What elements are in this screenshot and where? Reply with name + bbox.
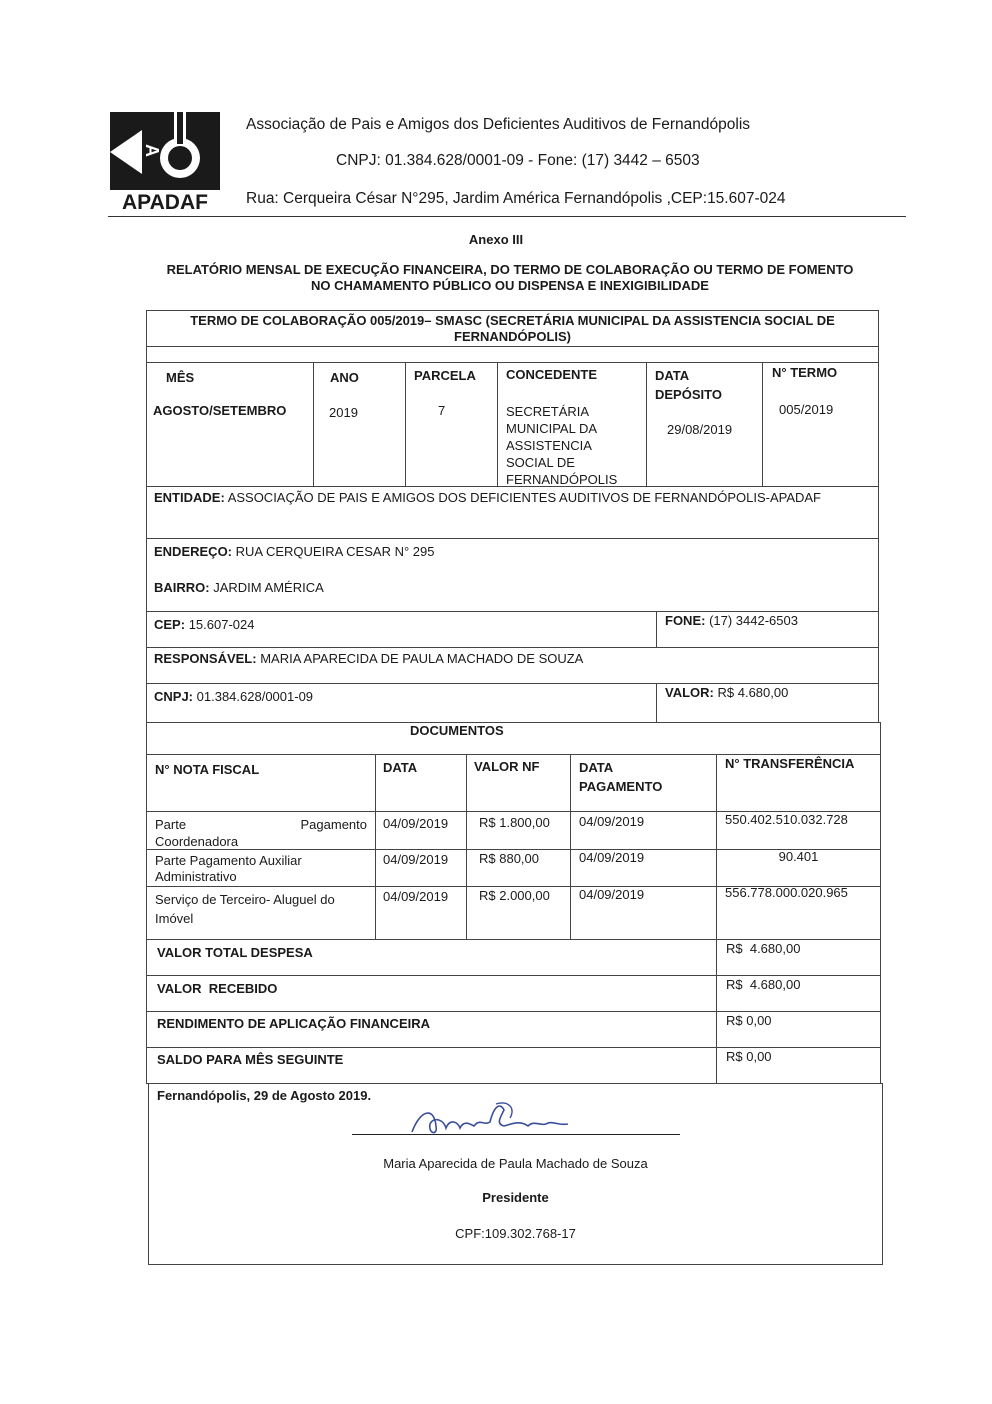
grantor-value: SECRETÁRIA MUNICIPAL DA ASSISTENCIA SOCIAL DE FERNANDÓPOLIS [506,404,618,487]
divider [716,754,717,940]
divider [405,362,406,486]
row-desc-suffix: Coordenadora [155,834,239,849]
yield-label: RENDIMENTO DE APLICAÇÃO FINANCEIRA [157,1016,431,1031]
row-pay-date: 04/09/2019 [579,814,645,829]
address-row [154,544,434,560]
divider [146,1011,881,1012]
entity-row [154,487,870,508]
svg-text:APADAF: APADAF [122,191,208,210]
responsible-value: MARIA APARECIDA DE PAULA MACHADO DE SOUZA [260,651,584,666]
divider [146,362,879,363]
row-pay-date: 04/09/2019 [579,850,645,865]
divider [656,611,657,647]
signer-name: Maria Aparecida de Paula Machado de Souza [383,1156,648,1171]
row-date: 04/09/2019 [383,889,449,904]
district-row [154,580,324,596]
payment-date-header: DATA PAGAMENTO [579,760,663,794]
divider [313,362,314,486]
entity-value: ASSOCIAÇÃO DE PAIS E AMIGOS DOS DEFICIENTES AUDITIVOS DE FERNANDÓPOLIS-APADAF [227,490,821,505]
divider [146,346,879,347]
svg-text:A: A [142,144,162,157]
divider [146,647,879,648]
term-no-value: 005/2019 [779,402,834,417]
phone-value: (17) 3442-6503 [709,613,798,628]
month-value: AGOSTO/SETEMBRO [153,403,287,418]
cep-label: CEP: [154,617,186,632]
divider [146,1047,881,1048]
row-desc: Serviço de Terceiro- Aluguel do Imóvel [155,892,335,926]
balance-value: R$ 0,00 [726,1049,772,1064]
grantor-header: CONCEDENTE [506,367,598,382]
documents-title: DOCUMENTOS [410,723,504,738]
table-row [155,817,367,833]
responsible-row [154,651,583,667]
handwritten-signature [400,1096,590,1142]
report-title: RELATÓRIO MENSAL DE EXECUÇÃO FINANCEIRA, DO TERMO DE COLABORAÇÃO OU TERMO DE FOMENTO NO CHAMAMENTO PÚBLICO OU DISPENSA E INEXIGIBILIDADE [166,262,854,293]
row-value: R$ 1.800,00 [479,815,550,830]
year-value: 2019 [329,405,358,420]
annex-title: Anexo III [468,232,524,247]
cnpj-row [154,689,313,705]
invoice-value-header: VALOR NF [474,759,540,774]
year-header: ANO [330,370,359,385]
deposit-date-header: DATA DEPÓSITO [655,368,722,402]
deposit-date-value: 29/08/2019 [667,422,733,437]
apadaf-logo [106,110,224,210]
divider [146,975,881,976]
district-label: BAIRRO: [154,580,210,595]
signature-line [352,1134,680,1135]
address-value: RUA CERQUEIRA CESAR N° 295 [235,544,435,559]
installment-header: PARCELA [414,368,476,383]
address-label: ENDEREÇO: [154,544,233,559]
amount-label: VALOR: [665,685,714,700]
invoice-no-header: N° NOTA FISCAL [155,762,260,777]
balance-label: SALDO PARA MÊS SEGUINTE [157,1052,344,1067]
header-divider [108,216,906,217]
row-date: 04/09/2019 [383,816,449,831]
divider [497,362,498,486]
installment-value: 7 [438,403,446,418]
row-desc-line: Parte Pagamento [155,817,367,832]
received-label: VALOR RECEBIDO [157,981,278,996]
row-transfer: 550.402.510.032.728 [725,812,848,827]
transfer-no-header: N° TRANSFERÊNCIA [725,756,855,771]
district-value: JARDIM AMÉRICA [213,580,324,595]
cnpj-label: CNPJ: [154,689,194,704]
signer-role: Presidente [482,1190,549,1205]
term-title: TERMO DE COLABORAÇÃO 005/2019– SMASC (SECRETÁRIA MUNICIPAL DA ASSISTENCIA SOCIAL DE FERNANDÓPOLIS) [190,313,835,344]
row-date: 04/09/2019 [383,852,449,867]
amount-value: R$ 4.680,00 [717,685,789,700]
row-pay-date: 04/09/2019 [579,887,645,902]
divider [146,683,879,684]
divider [570,754,571,940]
responsible-label: RESPONSÁVEL: [154,651,257,666]
divider [146,538,879,539]
received-value: R$ 4.680,00 [726,977,801,992]
cep-row [154,617,254,633]
divider [146,754,881,755]
org-address: Rua: Cerqueira César N°295, Jardim América Fernandópolis ,CEP:15.607-024 [246,190,786,207]
phone-label: FONE: [665,613,706,628]
row-transfer: 90.401 [778,849,819,864]
row-value: R$ 2.000,00 [479,888,550,903]
divider [656,683,657,723]
amount-row [665,685,788,701]
term-no-header: N° TERMO [772,365,838,380]
total-expense-value: R$ 4.680,00 [726,941,801,956]
month-header: MÊS [166,370,195,385]
place-date: Fernandópolis, 29 de Agosto 2019. [157,1088,372,1103]
org-cnpj-phone: CNPJ: 01.384.628/0001-09 - Fone: (17) 3442 – 6503 [336,152,700,169]
phone-row [665,613,798,629]
invoice-date-header: DATA [383,760,418,775]
divider [762,362,763,486]
divider [375,754,376,940]
org-name: Associação de Pais e Amigos dos Deficientes Auditivos de Fernandópolis [246,116,751,133]
yield-value: R$ 0,00 [726,1013,772,1028]
signer-cpf: CPF:109.302.768-17 [455,1226,576,1241]
divider [646,362,647,486]
row-value: R$ 880,00 [479,851,539,866]
row-transfer: 556.778.000.020.965 [725,885,848,900]
entity-label: ENTIDADE: [154,490,225,505]
row-desc: Parte Pagamento Auxiliar Administrativo [155,853,302,884]
cep-value: 15.607-024 [188,617,255,632]
cnpj-value: 01.384.628/0001-09 [196,689,314,704]
total-expense-label: VALOR TOTAL DESPESA [157,945,313,960]
divider [466,754,467,940]
